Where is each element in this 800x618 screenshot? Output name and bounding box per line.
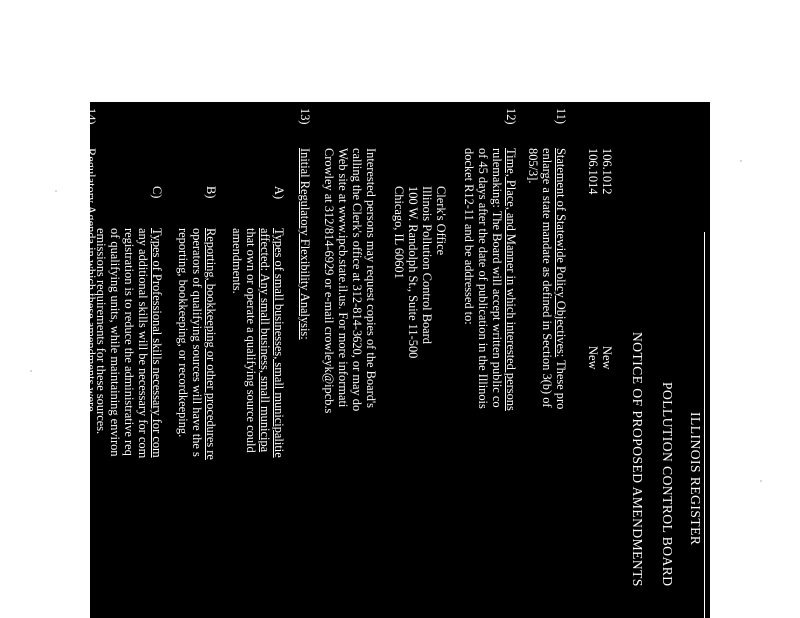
scan-speck	[30, 370, 32, 372]
section-label: 106.1012	[600, 148, 614, 195]
item-heading: Initial Regulatory Flexibility Analysis:	[298, 148, 312, 340]
subitem-text: that own or operate a qualifying source could	[244, 228, 258, 453]
subitem-text: Types of Professional skills necessary for com	[150, 228, 164, 458]
scan-speck	[55, 190, 57, 192]
item-text: of 45 days after the date of publication in the Illinois	[476, 148, 490, 409]
item-heading: Statement of Statewide Policy Objectives:	[554, 148, 568, 358]
item-text: calling the Clerk's office at 312-814-3620, or may do	[350, 148, 364, 412]
subitem-text: amendments.	[230, 228, 244, 294]
scan-speck	[760, 480, 762, 482]
item-text: Web site at www.ipcb.state.il.us. For more informati	[336, 148, 350, 408]
item-number: 13)	[298, 108, 312, 125]
section-label: 106.1014	[586, 148, 600, 195]
address-line: Chicago, IL 60601	[392, 186, 406, 279]
item11-line1	[554, 148, 568, 409]
subitem-number: A)	[272, 186, 286, 200]
subitem-text: reporting, bookkeeping, or recordkeeping.	[176, 228, 190, 438]
item-text: These pro	[554, 357, 568, 410]
subitem-text: registration is to reduce the administrative req	[122, 228, 136, 456]
subitem-text: Reporting, bookkeeping or other procedures re	[204, 228, 218, 460]
item-text: Crowley at 312/814-6929 or e-mail crowleyk@ipcb.s	[322, 148, 336, 414]
header-rule	[704, 232, 705, 618]
subitem-text: any additional skills will be necessary for com	[136, 228, 150, 459]
subitem-text: Types of small businesses, small municipalitie	[272, 228, 286, 458]
item-text: Interested persons may request copies of the Board's	[364, 148, 378, 408]
subitem-text: operators of qualifying sources will have the s	[190, 228, 204, 457]
address-line: Clerk's Office	[434, 186, 448, 256]
item-text: enlarge a state mandate as defined in Section 3(b) of	[540, 148, 554, 408]
item-text: docket R12-11 and be addressed to:	[462, 148, 476, 325]
section-row	[600, 148, 614, 194]
notice-title: NOTICE OF PROPOSED AMENDMENTS	[630, 332, 645, 587]
item-number: 11)	[554, 108, 568, 125]
item-number: 12)	[504, 108, 518, 125]
scan-speck	[740, 160, 742, 162]
subitem-text: affected: Any small business, small municipa	[258, 228, 272, 453]
register-title: ILLINOIS REGISTER	[688, 412, 703, 546]
subitem-number: B)	[204, 186, 218, 199]
section-status: New	[586, 346, 600, 370]
scanned-page	[84, 102, 710, 618]
section-row	[586, 148, 600, 194]
item-number: 14)	[84, 108, 98, 125]
agency-title: POLLUTION CONTROL BOARD	[660, 382, 675, 587]
item-text: rulemaking: The Board will accept written public co	[490, 148, 504, 408]
section-status: New	[600, 346, 614, 370]
address-line: Illinois Pollution Control Board	[420, 186, 434, 344]
subitem-number: C)	[150, 186, 164, 199]
item-heading: Time, Place, and Manner in which interested persons	[504, 148, 518, 411]
item-text: 805/3].	[526, 148, 540, 184]
subitem-text: of qualifying units, while maintaining environ	[108, 228, 122, 457]
address-line: 100 W. Randolph St., Suite 11-500	[406, 186, 420, 359]
subitem-text: emissions requirements for these sources.	[94, 228, 108, 435]
item-text: Regulatory Agenda in which these amendments were	[84, 148, 98, 412]
rotated-page-content	[84, 102, 710, 618]
